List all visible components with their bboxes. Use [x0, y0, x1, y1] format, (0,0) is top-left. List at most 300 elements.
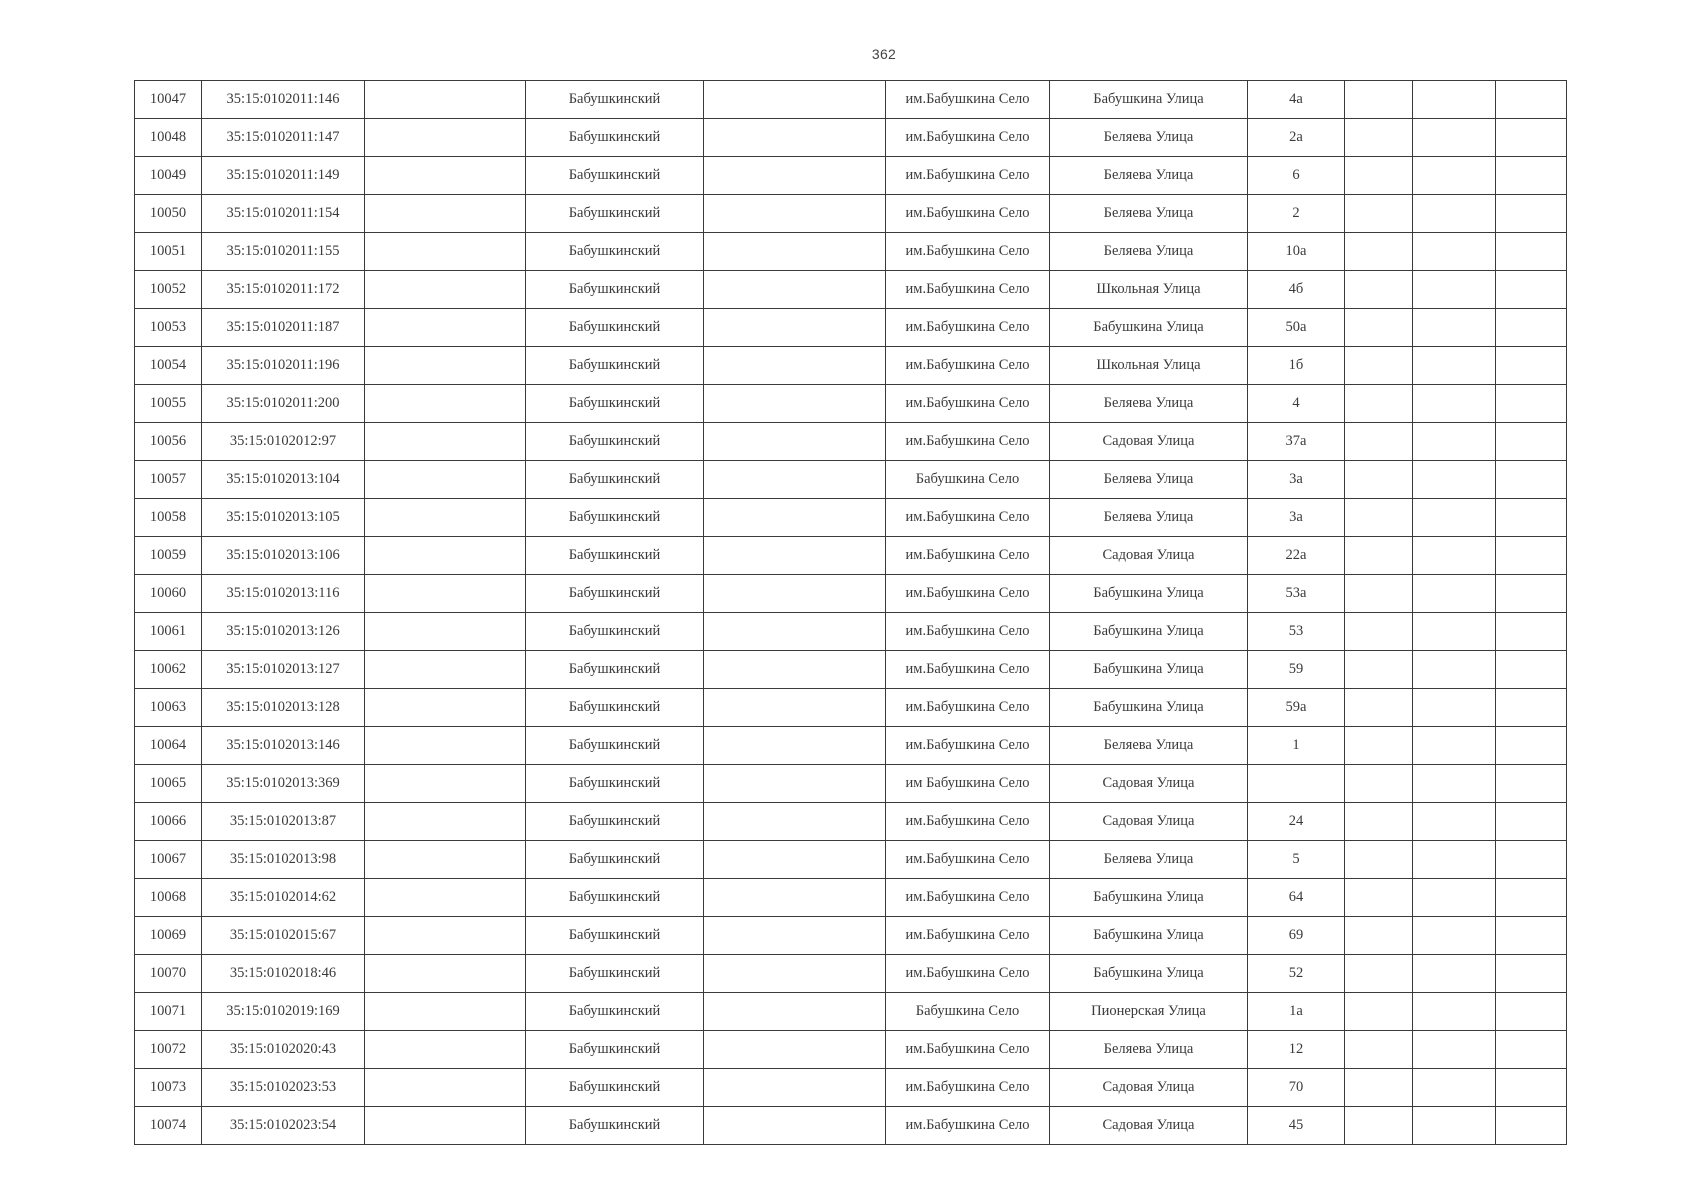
cadastral-number-cell: 35:15:0102014:62: [202, 879, 365, 917]
house-number-cell: 22а: [1248, 537, 1345, 575]
street-cell: Садовая Улица: [1050, 765, 1248, 803]
empty-cell: [365, 499, 526, 537]
empty-cell: [704, 537, 886, 575]
empty-cell: [1413, 803, 1496, 841]
settlement-cell: Бабушкина Село: [886, 461, 1050, 499]
street-cell: Беляева Улица: [1050, 233, 1248, 271]
settlement-cell: им.Бабушкина Село: [886, 879, 1050, 917]
row-number-cell: 10070: [135, 955, 202, 993]
empty-cell: [365, 689, 526, 727]
empty-cell: [704, 195, 886, 233]
house-number-cell: 10а: [1248, 233, 1345, 271]
empty-cell: [704, 879, 886, 917]
empty-cell: [1345, 195, 1413, 233]
empty-cell: [365, 1107, 526, 1145]
empty-cell: [1345, 575, 1413, 613]
settlement-cell: им.Бабушкина Село: [886, 841, 1050, 879]
empty-cell: [1496, 309, 1567, 347]
cadastral-number-cell: 35:15:0102013:146: [202, 727, 365, 765]
settlement-cell: им.Бабушкина Село: [886, 385, 1050, 423]
table-row: [135, 955, 1567, 993]
empty-cell: [1345, 955, 1413, 993]
table-row: [135, 81, 1567, 119]
empty-cell: [1496, 499, 1567, 537]
house-number-cell: 2а: [1248, 119, 1345, 157]
empty-cell: [365, 347, 526, 385]
cadastral-number-cell: 35:15:0102013:98: [202, 841, 365, 879]
house-number-cell: 12: [1248, 1031, 1345, 1069]
street-cell: Школьная Улица: [1050, 271, 1248, 309]
empty-cell: [704, 271, 886, 309]
settlement-cell: им.Бабушкина Село: [886, 727, 1050, 765]
settlement-cell: Бабушкина Село: [886, 993, 1050, 1031]
empty-cell: [1345, 1069, 1413, 1107]
cadastral-number-cell: 35:15:0102011:196: [202, 347, 365, 385]
street-cell: Садовая Улица: [1050, 423, 1248, 461]
empty-cell: [1413, 1107, 1496, 1145]
empty-cell: [1496, 119, 1567, 157]
table-row: [135, 1031, 1567, 1069]
empty-cell: [704, 423, 886, 461]
settlement-cell: им.Бабушкина Село: [886, 233, 1050, 271]
empty-cell: [1413, 537, 1496, 575]
empty-cell: [704, 765, 886, 803]
table-row: [135, 917, 1567, 955]
empty-cell: [1345, 765, 1413, 803]
district-cell: Бабушкинский: [526, 575, 704, 613]
settlement-cell: им.Бабушкина Село: [886, 423, 1050, 461]
empty-cell: [1345, 157, 1413, 195]
empty-cell: [1345, 347, 1413, 385]
settlement-cell: им.Бабушкина Село: [886, 1107, 1050, 1145]
empty-cell: [1345, 613, 1413, 651]
district-cell: Бабушкинский: [526, 119, 704, 157]
row-number-cell: 10071: [135, 993, 202, 1031]
empty-cell: [704, 993, 886, 1031]
empty-cell: [1413, 841, 1496, 879]
empty-cell: [365, 841, 526, 879]
district-cell: Бабушкинский: [526, 81, 704, 119]
empty-cell: [1413, 993, 1496, 1031]
row-number-cell: 10054: [135, 347, 202, 385]
empty-cell: [365, 727, 526, 765]
empty-cell: [1413, 879, 1496, 917]
row-number-cell: 10047: [135, 81, 202, 119]
empty-cell: [1345, 461, 1413, 499]
street-cell: Беляева Улица: [1050, 119, 1248, 157]
district-cell: Бабушкинский: [526, 157, 704, 195]
empty-cell: [1413, 499, 1496, 537]
row-number-cell: 10052: [135, 271, 202, 309]
empty-cell: [365, 917, 526, 955]
house-number-cell: 5: [1248, 841, 1345, 879]
empty-cell: [704, 499, 886, 537]
empty-cell: [1496, 1107, 1567, 1145]
settlement-cell: им.Бабушкина Село: [886, 537, 1050, 575]
empty-cell: [704, 461, 886, 499]
table-row: [135, 347, 1567, 385]
row-number-cell: 10069: [135, 917, 202, 955]
empty-cell: [1413, 955, 1496, 993]
house-number-cell: 53а: [1248, 575, 1345, 613]
row-number-cell: 10072: [135, 1031, 202, 1069]
empty-cell: [1345, 1031, 1413, 1069]
empty-cell: [1413, 81, 1496, 119]
empty-cell: [1413, 461, 1496, 499]
house-number-cell: 1: [1248, 727, 1345, 765]
empty-cell: [1496, 727, 1567, 765]
cadastral-number-cell: 35:15:0102012:97: [202, 423, 365, 461]
empty-cell: [365, 575, 526, 613]
cadastral-number-cell: 35:15:0102013:104: [202, 461, 365, 499]
empty-cell: [1496, 955, 1567, 993]
empty-cell: [1496, 385, 1567, 423]
empty-cell: [1345, 385, 1413, 423]
cadastral-number-cell: 35:15:0102011:172: [202, 271, 365, 309]
empty-cell: [365, 81, 526, 119]
house-number-cell: 1б: [1248, 347, 1345, 385]
cadastral-number-cell: 35:15:0102013:128: [202, 689, 365, 727]
house-number-cell: 4: [1248, 385, 1345, 423]
empty-cell: [704, 119, 886, 157]
registry-table: [134, 80, 1567, 1145]
street-cell: Беляева Улица: [1050, 385, 1248, 423]
table-row: [135, 613, 1567, 651]
empty-cell: [1345, 651, 1413, 689]
empty-cell: [1496, 803, 1567, 841]
empty-cell: [365, 233, 526, 271]
row-number-cell: 10067: [135, 841, 202, 879]
district-cell: Бабушкинский: [526, 1069, 704, 1107]
settlement-cell: им.Бабушкина Село: [886, 499, 1050, 537]
table-row: [135, 195, 1567, 233]
district-cell: Бабушкинский: [526, 271, 704, 309]
street-cell: Беляева Улица: [1050, 157, 1248, 195]
empty-cell: [704, 841, 886, 879]
street-cell: Садовая Улица: [1050, 803, 1248, 841]
settlement-cell: им.Бабушкина Село: [886, 347, 1050, 385]
row-number-cell: 10057: [135, 461, 202, 499]
empty-cell: [1413, 157, 1496, 195]
empty-cell: [704, 1107, 886, 1145]
settlement-cell: им.Бабушкина Село: [886, 689, 1050, 727]
house-number-cell: 1а: [1248, 993, 1345, 1031]
table-row: [135, 651, 1567, 689]
empty-cell: [704, 803, 886, 841]
settlement-cell: им.Бабушкина Село: [886, 651, 1050, 689]
table-row: [135, 499, 1567, 537]
row-number-cell: 10050: [135, 195, 202, 233]
cadastral-number-cell: 35:15:0102019:169: [202, 993, 365, 1031]
empty-cell: [365, 385, 526, 423]
empty-cell: [704, 689, 886, 727]
table-row: [135, 233, 1567, 271]
empty-cell: [704, 727, 886, 765]
house-number-cell: 4б: [1248, 271, 1345, 309]
empty-cell: [704, 917, 886, 955]
district-cell: Бабушкинский: [526, 689, 704, 727]
settlement-cell: им.Бабушкина Село: [886, 119, 1050, 157]
street-cell: Бабушкина Улица: [1050, 309, 1248, 347]
empty-cell: [1496, 423, 1567, 461]
empty-cell: [1413, 1031, 1496, 1069]
street-cell: Беляева Улица: [1050, 841, 1248, 879]
district-cell: Бабушкинский: [526, 955, 704, 993]
cadastral-number-cell: 35:15:0102013:369: [202, 765, 365, 803]
empty-cell: [1345, 689, 1413, 727]
street-cell: Бабушкина Улица: [1050, 955, 1248, 993]
street-cell: Садовая Улица: [1050, 1069, 1248, 1107]
table-row: [135, 689, 1567, 727]
empty-cell: [1413, 309, 1496, 347]
row-number-cell: 10061: [135, 613, 202, 651]
empty-cell: [365, 879, 526, 917]
empty-cell: [704, 1069, 886, 1107]
empty-cell: [1413, 613, 1496, 651]
street-cell: Садовая Улица: [1050, 1107, 1248, 1145]
district-cell: Бабушкинский: [526, 423, 704, 461]
empty-cell: [1345, 119, 1413, 157]
cadastral-number-cell: 35:15:0102013:127: [202, 651, 365, 689]
settlement-cell: им.Бабушкина Село: [886, 803, 1050, 841]
table-row: [135, 1107, 1567, 1145]
row-number-cell: 10053: [135, 309, 202, 347]
settlement-cell: им.Бабушкина Село: [886, 81, 1050, 119]
table-row: [135, 537, 1567, 575]
empty-cell: [1496, 841, 1567, 879]
settlement-cell: им Бабушкина Село: [886, 765, 1050, 803]
table-row: [135, 385, 1567, 423]
empty-cell: [1496, 613, 1567, 651]
empty-cell: [1496, 917, 1567, 955]
empty-cell: [1496, 993, 1567, 1031]
settlement-cell: им.Бабушкина Село: [886, 613, 1050, 651]
table-row: [135, 423, 1567, 461]
empty-cell: [365, 271, 526, 309]
table-row: [135, 575, 1567, 613]
district-cell: Бабушкинский: [526, 1031, 704, 1069]
empty-cell: [1496, 537, 1567, 575]
empty-cell: [704, 233, 886, 271]
empty-cell: [1345, 271, 1413, 309]
empty-cell: [1496, 1069, 1567, 1107]
house-number-cell: 24: [1248, 803, 1345, 841]
cadastral-number-cell: 35:15:0102011:154: [202, 195, 365, 233]
table-row: [135, 765, 1567, 803]
empty-cell: [1496, 157, 1567, 195]
empty-cell: [1345, 1107, 1413, 1145]
table-row: [135, 879, 1567, 917]
street-cell: Бабушкина Улица: [1050, 81, 1248, 119]
empty-cell: [1413, 1069, 1496, 1107]
empty-cell: [704, 81, 886, 119]
row-number-cell: 10074: [135, 1107, 202, 1145]
empty-cell: [365, 119, 526, 157]
empty-cell: [1413, 765, 1496, 803]
house-number-cell: 53: [1248, 613, 1345, 651]
empty-cell: [1413, 347, 1496, 385]
table-row: [135, 727, 1567, 765]
street-cell: Беляева Улица: [1050, 195, 1248, 233]
cadastral-number-cell: 35:15:0102020:43: [202, 1031, 365, 1069]
district-cell: Бабушкинский: [526, 309, 704, 347]
empty-cell: [365, 613, 526, 651]
street-cell: Беляева Улица: [1050, 461, 1248, 499]
row-number-cell: 10073: [135, 1069, 202, 1107]
cadastral-number-cell: 35:15:0102013:87: [202, 803, 365, 841]
empty-cell: [1413, 727, 1496, 765]
empty-cell: [1413, 575, 1496, 613]
table-body: [135, 81, 1567, 1145]
table-row: [135, 1069, 1567, 1107]
street-cell: Беляева Улица: [1050, 1031, 1248, 1069]
empty-cell: [704, 575, 886, 613]
cadastral-number-cell: 35:15:0102011:187: [202, 309, 365, 347]
empty-cell: [365, 157, 526, 195]
empty-cell: [704, 613, 886, 651]
house-number-cell: 3а: [1248, 499, 1345, 537]
row-number-cell: 10064: [135, 727, 202, 765]
table-row: [135, 461, 1567, 499]
district-cell: Бабушкинский: [526, 347, 704, 385]
house-number-cell: 59а: [1248, 689, 1345, 727]
empty-cell: [365, 309, 526, 347]
empty-cell: [365, 993, 526, 1031]
empty-cell: [704, 651, 886, 689]
street-cell: Пионерская Улица: [1050, 993, 1248, 1031]
empty-cell: [1496, 765, 1567, 803]
row-number-cell: 10062: [135, 651, 202, 689]
row-number-cell: 10060: [135, 575, 202, 613]
table-row: [135, 841, 1567, 879]
empty-cell: [1345, 879, 1413, 917]
district-cell: Бабушкинский: [526, 385, 704, 423]
district-cell: Бабушкинский: [526, 537, 704, 575]
row-number-cell: 10068: [135, 879, 202, 917]
row-number-cell: 10063: [135, 689, 202, 727]
table-row: [135, 309, 1567, 347]
empty-cell: [704, 955, 886, 993]
district-cell: Бабушкинский: [526, 841, 704, 879]
empty-cell: [1345, 803, 1413, 841]
empty-cell: [1345, 917, 1413, 955]
empty-cell: [704, 347, 886, 385]
row-number-cell: 10059: [135, 537, 202, 575]
empty-cell: [1496, 651, 1567, 689]
house-number-cell: 3а: [1248, 461, 1345, 499]
empty-cell: [365, 1069, 526, 1107]
row-number-cell: 10051: [135, 233, 202, 271]
district-cell: Бабушкинский: [526, 195, 704, 233]
row-number-cell: 10049: [135, 157, 202, 195]
house-number-cell: 69: [1248, 917, 1345, 955]
table-row: [135, 271, 1567, 309]
cadastral-number-cell: 35:15:0102013:105: [202, 499, 365, 537]
empty-cell: [1496, 461, 1567, 499]
settlement-cell: им.Бабушкина Село: [886, 309, 1050, 347]
district-cell: Бабушкинский: [526, 803, 704, 841]
cadastral-number-cell: 35:15:0102011:155: [202, 233, 365, 271]
street-cell: Беляева Улица: [1050, 727, 1248, 765]
street-cell: Садовая Улица: [1050, 537, 1248, 575]
house-number-cell: 70: [1248, 1069, 1345, 1107]
cadastral-number-cell: 35:15:0102011:147: [202, 119, 365, 157]
empty-cell: [1345, 233, 1413, 271]
street-cell: Бабушкина Улица: [1050, 879, 1248, 917]
empty-cell: [365, 537, 526, 575]
cadastral-number-cell: 35:15:0102011:149: [202, 157, 365, 195]
empty-cell: [1413, 651, 1496, 689]
cadastral-number-cell: 35:15:0102015:67: [202, 917, 365, 955]
empty-cell: [1496, 81, 1567, 119]
table-row: [135, 157, 1567, 195]
district-cell: Бабушкинский: [526, 1107, 704, 1145]
cadastral-number-cell: 35:15:0102013:106: [202, 537, 365, 575]
empty-cell: [1345, 499, 1413, 537]
cadastral-number-cell: 35:15:0102013:126: [202, 613, 365, 651]
empty-cell: [1413, 423, 1496, 461]
row-number-cell: 10055: [135, 385, 202, 423]
empty-cell: [365, 651, 526, 689]
settlement-cell: им.Бабушкина Село: [886, 195, 1050, 233]
house-number-cell: 50а: [1248, 309, 1345, 347]
house-number-cell: 4а: [1248, 81, 1345, 119]
empty-cell: [1496, 347, 1567, 385]
row-number-cell: 10066: [135, 803, 202, 841]
district-cell: Бабушкинский: [526, 993, 704, 1031]
empty-cell: [1345, 81, 1413, 119]
district-cell: Бабушкинский: [526, 651, 704, 689]
empty-cell: [365, 1031, 526, 1069]
house-number-cell: 64: [1248, 879, 1345, 917]
cadastral-number-cell: 35:15:0102018:46: [202, 955, 365, 993]
empty-cell: [1413, 119, 1496, 157]
empty-cell: [1413, 917, 1496, 955]
street-cell: Школьная Улица: [1050, 347, 1248, 385]
empty-cell: [704, 1031, 886, 1069]
row-number-cell: 10048: [135, 119, 202, 157]
street-cell: Бабушкина Улица: [1050, 575, 1248, 613]
empty-cell: [365, 955, 526, 993]
empty-cell: [1496, 233, 1567, 271]
page-number: 362: [871, 46, 897, 62]
empty-cell: [1345, 423, 1413, 461]
empty-cell: [1496, 689, 1567, 727]
row-number-cell: 10065: [135, 765, 202, 803]
table-row: [135, 119, 1567, 157]
settlement-cell: им.Бабушкина Село: [886, 1069, 1050, 1107]
empty-cell: [365, 803, 526, 841]
settlement-cell: им.Бабушкина Село: [886, 271, 1050, 309]
house-number-cell: 45: [1248, 1107, 1345, 1145]
empty-cell: [365, 195, 526, 233]
empty-cell: [704, 385, 886, 423]
empty-cell: [1496, 575, 1567, 613]
street-cell: Беляева Улица: [1050, 499, 1248, 537]
street-cell: Бабушкина Улица: [1050, 613, 1248, 651]
cadastral-number-cell: 35:15:0102023:53: [202, 1069, 365, 1107]
empty-cell: [1496, 195, 1567, 233]
district-cell: Бабушкинский: [526, 765, 704, 803]
district-cell: Бабушкинский: [526, 727, 704, 765]
empty-cell: [1496, 1031, 1567, 1069]
street-cell: Бабушкина Улица: [1050, 689, 1248, 727]
street-cell: Бабушкина Улица: [1050, 651, 1248, 689]
district-cell: Бабушкинский: [526, 233, 704, 271]
district-cell: Бабушкинский: [526, 613, 704, 651]
district-cell: Бабушкинский: [526, 879, 704, 917]
row-number-cell: 10056: [135, 423, 202, 461]
